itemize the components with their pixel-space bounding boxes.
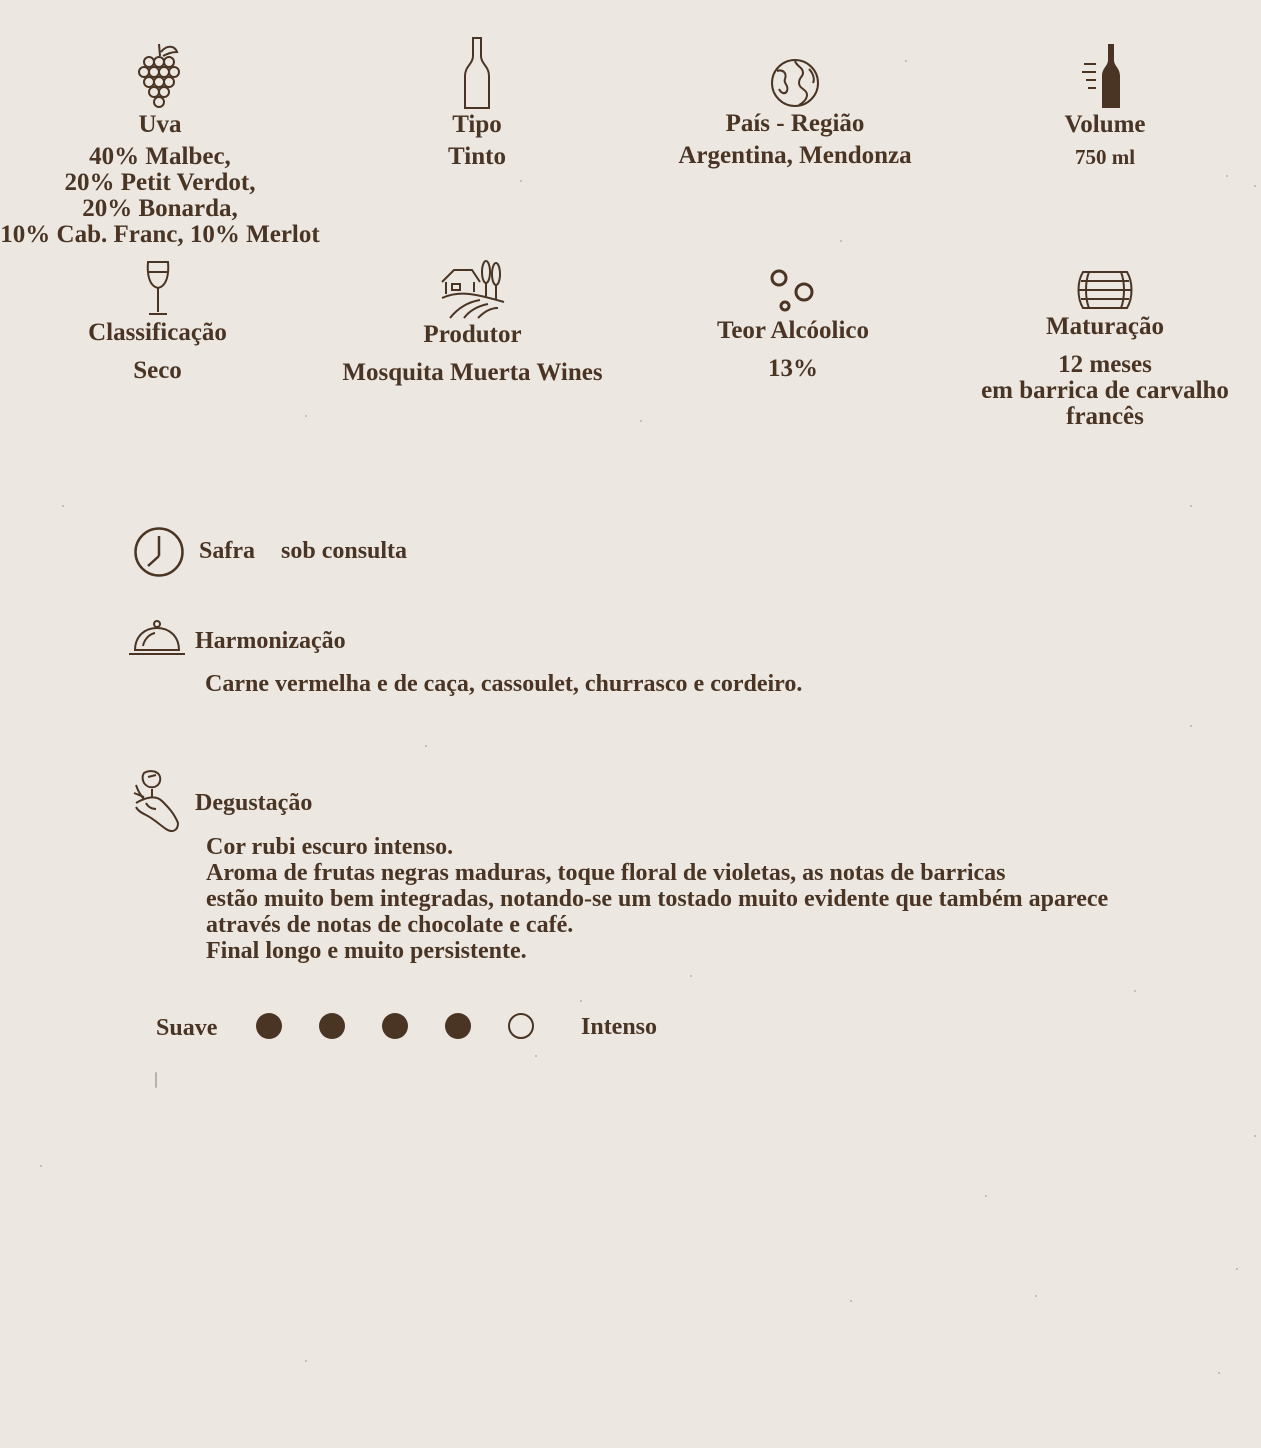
attr-value: 13% [768,355,818,382]
harmonizacao-text: Carne vermelha e de caça, cassoulet, churrasco e cordeiro. [205,671,803,697]
tasting-hand-icon [132,767,182,835]
attr-produtor [320,258,625,386]
attr-label: País - Região [725,110,865,137]
intensity-dot [319,1013,345,1039]
cloche-icon [127,618,187,658]
bubbles-icon [769,266,817,316]
attr-label: Teor Alcóolico [716,317,870,344]
intensity-dot [256,1013,282,1039]
bottle-outline-icon [462,36,492,110]
degustacao-line: através de notas de chocolate e café. [206,912,574,938]
degustacao-line: estão muito bem integradas, notando-se um tostado muito evidente que também aparece [206,886,1109,912]
harmonizacao-title: Harmonização [195,628,346,654]
intensity-max-label: Intenso [581,1014,658,1040]
safra-label: Safra [199,538,255,564]
degustacao-line: Cor rubi escuro intenso. [206,834,454,860]
attr-value: Tinto [448,143,506,170]
degustacao-title: Degustação [195,790,313,816]
attr-value: 40% Malbec, [89,143,231,170]
globe-icon [769,57,821,109]
attr-value: francês [1066,403,1144,430]
attr-label: Tipo [452,111,502,138]
attr-label: Classificação [88,319,227,346]
attr-value: Seco [133,357,182,384]
attr-label: Uva [138,111,182,138]
attr-label: Maturação [1045,313,1165,340]
intensity-dot [445,1013,471,1039]
barrel-icon [1075,268,1135,312]
attr-value: Mosquita Muerta Wines [342,359,603,386]
degustacao-line: Aroma de frutas negras maduras, toque floral de violetas, as notas de barricas [206,860,1006,886]
attr-label: Volume [1064,111,1146,138]
attr-teor [693,266,893,382]
attr-classificacao [60,260,255,384]
attr-value: 12 meses [1058,351,1152,378]
attr-uva [0,40,320,248]
safra-value: sob consulta [281,538,408,564]
attr-value: em barrica de carvalho [981,377,1229,404]
degustacao-line: Final longo e muito persistente. [206,938,527,964]
clock-icon [133,526,185,578]
winery-icon [440,258,506,320]
attr-maturacao [965,268,1245,430]
attr-volume [1005,42,1205,170]
attr-value: Argentina, Mendonza [678,142,912,169]
grape-icon [135,40,185,110]
intensity-min-label: Suave [156,1015,218,1041]
bottle-solid-icon [1080,42,1130,110]
attr-value: 20% Petit Verdot, [64,169,256,196]
attr-pais [640,57,950,169]
safra-row [199,538,407,564]
attr-tipo [377,36,577,170]
intensity-dot [382,1013,408,1039]
attr-value: 10% Cab. Franc, 10% Merlot [0,221,320,248]
attr-value: 20% Bonarda, [82,195,238,222]
degustacao-text [206,834,1108,964]
intensity-dot [508,1013,534,1039]
wine-glass-icon [143,260,173,318]
attr-label: Produtor [423,321,522,348]
attr-value: 750 ml [1074,145,1136,169]
